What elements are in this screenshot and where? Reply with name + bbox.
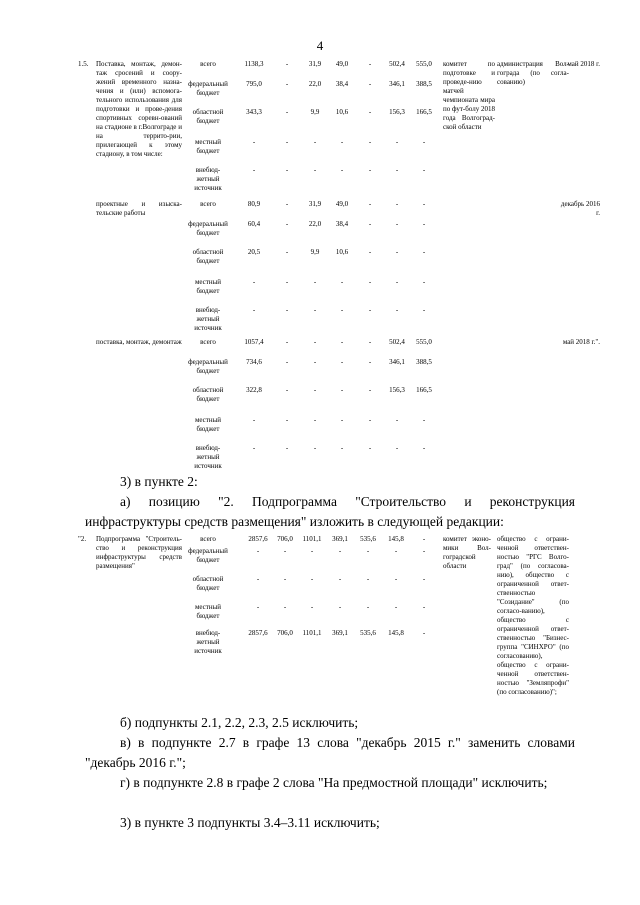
value-cell: - — [394, 547, 398, 555]
value-cell: - — [395, 444, 399, 452]
value-cell: 706,0 — [277, 629, 293, 637]
value-cell: - — [313, 386, 317, 394]
value-cell: - — [338, 575, 342, 583]
value-cell: - — [313, 358, 317, 366]
value-cell: - — [340, 416, 344, 424]
value-cell: - — [285, 138, 289, 146]
value-cell: - — [395, 416, 399, 424]
value-cell: - — [422, 629, 426, 637]
value-cell: - — [366, 547, 370, 555]
value-cell: - — [285, 306, 289, 314]
page-number: 4 — [316, 38, 324, 53]
value-cell: 10,6 — [335, 248, 349, 256]
value-cell: - — [285, 60, 289, 68]
value-cell: 20,5 — [247, 248, 261, 256]
value-cell: - — [422, 138, 426, 146]
value-cell: - — [285, 248, 289, 256]
funding-source: внебюд-жетный источник — [194, 306, 222, 332]
value-cell: 2857,6 — [248, 629, 268, 637]
value-cell: - — [285, 416, 289, 424]
value-cell: 31,9 — [308, 200, 322, 208]
value-cell: 369,1 — [332, 535, 348, 543]
funding-source: внебюд-жетный источник — [194, 444, 222, 470]
value-cell: - — [256, 547, 260, 555]
value-cell: - — [285, 278, 289, 286]
funding-source: областной бюджет — [192, 108, 224, 125]
value-cell: - — [368, 80, 372, 88]
value-cell: - — [422, 166, 426, 174]
value-cell: - — [340, 338, 344, 346]
value-cell: 502,4 — [389, 60, 405, 68]
subitem-name: проектные и изыска-тельские работы — [96, 200, 182, 217]
value-cell: 22,0 — [308, 220, 322, 228]
value-cell: - — [283, 547, 287, 555]
paragraph-a: а) позицию "2. Подпрограмма "Строительство и реконструкция инфраструктуры средств размещения" изложить в следующей редакции: — [85, 494, 575, 529]
value-cell: - — [368, 278, 372, 286]
executor: комитет эконо-мики Вол-гоградской области — [443, 535, 491, 570]
value-cell: - — [310, 603, 314, 611]
item-name: Подпрограмма "Строитель-ство и реконструкция инфраструктуры средств размещения" — [96, 535, 182, 570]
value-cell: 555,0 — [416, 60, 432, 68]
value-cell: - — [340, 386, 344, 394]
value-cell: 322,8 — [246, 386, 262, 394]
value-cell: - — [310, 575, 314, 583]
value-cell: 60,4 — [247, 220, 261, 228]
value-cell: - — [368, 338, 372, 346]
value-cell: - — [422, 547, 426, 555]
value-cell: - — [368, 166, 372, 174]
value-cell: - — [285, 80, 289, 88]
value-cell: - — [285, 108, 289, 116]
value-cell: 80,9 — [247, 200, 261, 208]
value-cell: - — [368, 416, 372, 424]
paragraph-b: б) подпункты 2.1, 2.2, 2.3, 2.5 исключить; — [120, 715, 359, 730]
value-cell: 10,6 — [335, 108, 349, 116]
value-cell: 38,4 — [335, 220, 349, 228]
value-cell: 1101,1 — [302, 629, 322, 637]
funding-source: всего — [200, 60, 216, 68]
value-cell: - — [422, 535, 426, 543]
value-cell: - — [252, 278, 256, 286]
value-cell: - — [366, 575, 370, 583]
subitem-name: поставка, монтаж, демонтаж — [96, 338, 182, 346]
value-cell: - — [395, 306, 399, 314]
value-cell: - — [256, 575, 260, 583]
funding-source: всего — [200, 338, 216, 346]
value-cell: - — [422, 248, 426, 256]
funding-source: всего — [200, 535, 216, 543]
value-cell: - — [285, 444, 289, 452]
funding-source: внебюд-жетный источник — [194, 166, 222, 192]
paragraph-g: г) в подпункте 2.8 в графе 2 слова "На предмостной площади" исключить; — [120, 775, 548, 790]
value-cell: - — [368, 306, 372, 314]
deadline: декабрь 2016 г. — [560, 200, 600, 217]
funding-source: федеральный бюджет — [188, 220, 228, 237]
value-cell: - — [313, 444, 317, 452]
value-cell: - — [395, 200, 399, 208]
funding-source: местный бюджет — [194, 416, 222, 433]
funding-source: областной бюджет — [192, 248, 224, 265]
funding-source: местный бюджет — [194, 278, 222, 295]
value-cell: 38,4 — [335, 80, 349, 88]
value-cell: 795,0 — [246, 80, 262, 88]
value-cell: - — [338, 603, 342, 611]
value-cell: 156,3 — [389, 386, 405, 394]
value-cell: - — [252, 138, 256, 146]
value-cell: 388,5 — [416, 358, 432, 366]
value-cell: 555,0 — [416, 338, 432, 346]
value-cell: 9,9 — [310, 248, 320, 256]
value-cell: - — [310, 547, 314, 555]
value-cell: - — [313, 416, 317, 424]
value-cell: - — [252, 416, 256, 424]
value-cell: 734,6 — [246, 358, 262, 366]
value-cell: - — [368, 444, 372, 452]
value-cell: - — [252, 166, 256, 174]
value-cell: 9,9 — [310, 108, 320, 116]
value-cell: - — [422, 575, 426, 583]
value-cell: 49,0 — [335, 60, 349, 68]
value-cell: - — [395, 166, 399, 174]
value-cell: - — [366, 603, 370, 611]
value-cell: 346,1 — [389, 80, 405, 88]
value-cell: 156,3 — [389, 108, 405, 116]
value-cell: 31,9 — [308, 60, 322, 68]
participant: администрация Вол-гограда (по согла-сованию) — [497, 60, 569, 86]
paragraph-item-3b: 3) в пункте 3 подпункты 3.4–3.11 исключить; — [120, 815, 380, 830]
value-cell: - — [368, 358, 372, 366]
value-cell: 1101,1 — [302, 535, 322, 543]
value-cell: - — [285, 220, 289, 228]
funding-source: федеральный бюджет — [188, 358, 228, 375]
value-cell: - — [395, 138, 399, 146]
value-cell: - — [394, 575, 398, 583]
funding-source: местный бюджет — [194, 138, 222, 155]
value-cell: - — [422, 278, 426, 286]
value-cell: - — [340, 358, 344, 366]
funding-source: федеральный бюджет — [188, 547, 228, 564]
value-cell: - — [285, 358, 289, 366]
value-cell: 502,4 — [389, 338, 405, 346]
funding-source: местный бюджет — [194, 603, 222, 620]
value-cell: - — [313, 306, 317, 314]
value-cell: 535,6 — [360, 629, 376, 637]
value-cell: - — [340, 444, 344, 452]
value-cell: 166,5 — [416, 108, 432, 116]
value-cell: - — [252, 444, 256, 452]
value-cell: - — [283, 575, 287, 583]
value-cell: 2857,6 — [248, 535, 268, 543]
value-cell: - — [285, 338, 289, 346]
value-cell: - — [285, 200, 289, 208]
value-cell: - — [313, 166, 317, 174]
value-cell: 369,1 — [332, 629, 348, 637]
value-cell: - — [340, 138, 344, 146]
value-cell: - — [285, 166, 289, 174]
value-cell: - — [422, 220, 426, 228]
value-cell: - — [422, 200, 426, 208]
funding-source: областной бюджет — [192, 386, 224, 403]
value-cell: - — [368, 248, 372, 256]
value-cell: 706,0 — [277, 535, 293, 543]
row-number: "2. — [78, 535, 87, 543]
value-cell: 1057,4 — [244, 338, 264, 346]
item-name: Поставка, монтаж, демон-таж сросений и соору-жений временного назна-чения и (или) вспомога-тельного использования для подготовки и прове-дения спортивных соревн-ований на стадионе в г.Волгограде и на террито-рии, прилегающей к этому стадиону, в том числе: — [96, 60, 182, 158]
funding-source: внебюд-жетный источник — [194, 629, 222, 655]
funding-source: всего — [200, 200, 216, 208]
value-cell: 49,0 — [335, 200, 349, 208]
value-cell: - — [422, 416, 426, 424]
value-cell: 145,8 — [388, 535, 404, 543]
value-cell: - — [422, 444, 426, 452]
value-cell: - — [252, 306, 256, 314]
value-cell: 145,8 — [388, 629, 404, 637]
value-cell: 535,6 — [360, 535, 376, 543]
value-cell: - — [340, 278, 344, 286]
value-cell: - — [368, 200, 372, 208]
deadline: май 2018 г. — [567, 60, 600, 68]
row-number: 1.5. — [78, 60, 89, 68]
value-cell: - — [283, 603, 287, 611]
value-cell: - — [395, 248, 399, 256]
deadline: май 2018 г.". — [562, 338, 600, 346]
paragraph-v: в) в подпункте 2.7 в графе 13 слова "декабрь 2015 г." заменить словами "декабрь 2016 г."; — [85, 735, 575, 770]
value-cell: 343,3 — [246, 108, 262, 116]
value-cell: - — [338, 547, 342, 555]
value-cell: - — [368, 60, 372, 68]
value-cell: 1138,3 — [244, 60, 264, 68]
value-cell: - — [285, 386, 289, 394]
value-cell: 166,5 — [416, 386, 432, 394]
funding-source: федеральный бюджет — [188, 80, 228, 97]
value-cell: - — [394, 603, 398, 611]
value-cell: 388,5 — [416, 80, 432, 88]
value-cell: - — [368, 138, 372, 146]
value-cell: - — [422, 306, 426, 314]
value-cell: 346,1 — [389, 358, 405, 366]
value-cell: - — [422, 603, 426, 611]
value-cell: - — [313, 338, 317, 346]
paragraph-item-3: 3) в пункте 2: — [120, 474, 198, 489]
value-cell: - — [368, 386, 372, 394]
value-cell: - — [313, 278, 317, 286]
value-cell: - — [340, 306, 344, 314]
value-cell: - — [395, 278, 399, 286]
value-cell: 22,0 — [308, 80, 322, 88]
executor: комитет по подготовке и проведе-нию матчей чемпионата мира по фут-болу 2018 года Волгоград-ской области — [443, 60, 495, 131]
value-cell: - — [368, 220, 372, 228]
value-cell: - — [368, 108, 372, 116]
value-cell: - — [395, 220, 399, 228]
value-cell: - — [256, 603, 260, 611]
participant: общество с ограни-ченной ответствен-ностью "РГС Волго-град" (по согласова-нию), общество с ограниченной ответ-ственностью "Созидание" (по согласо-ванию), общество с ограниченной ответ-ственностью "Бизнес-группа "СИНХРО" (по согласованию), общество с ограни-ченной ответствен-ностью "Земляпрофи" (по согласованию)"; — [497, 535, 569, 696]
value-cell: - — [340, 166, 344, 174]
funding-source: областной бюджет — [192, 575, 224, 592]
value-cell: - — [313, 138, 317, 146]
